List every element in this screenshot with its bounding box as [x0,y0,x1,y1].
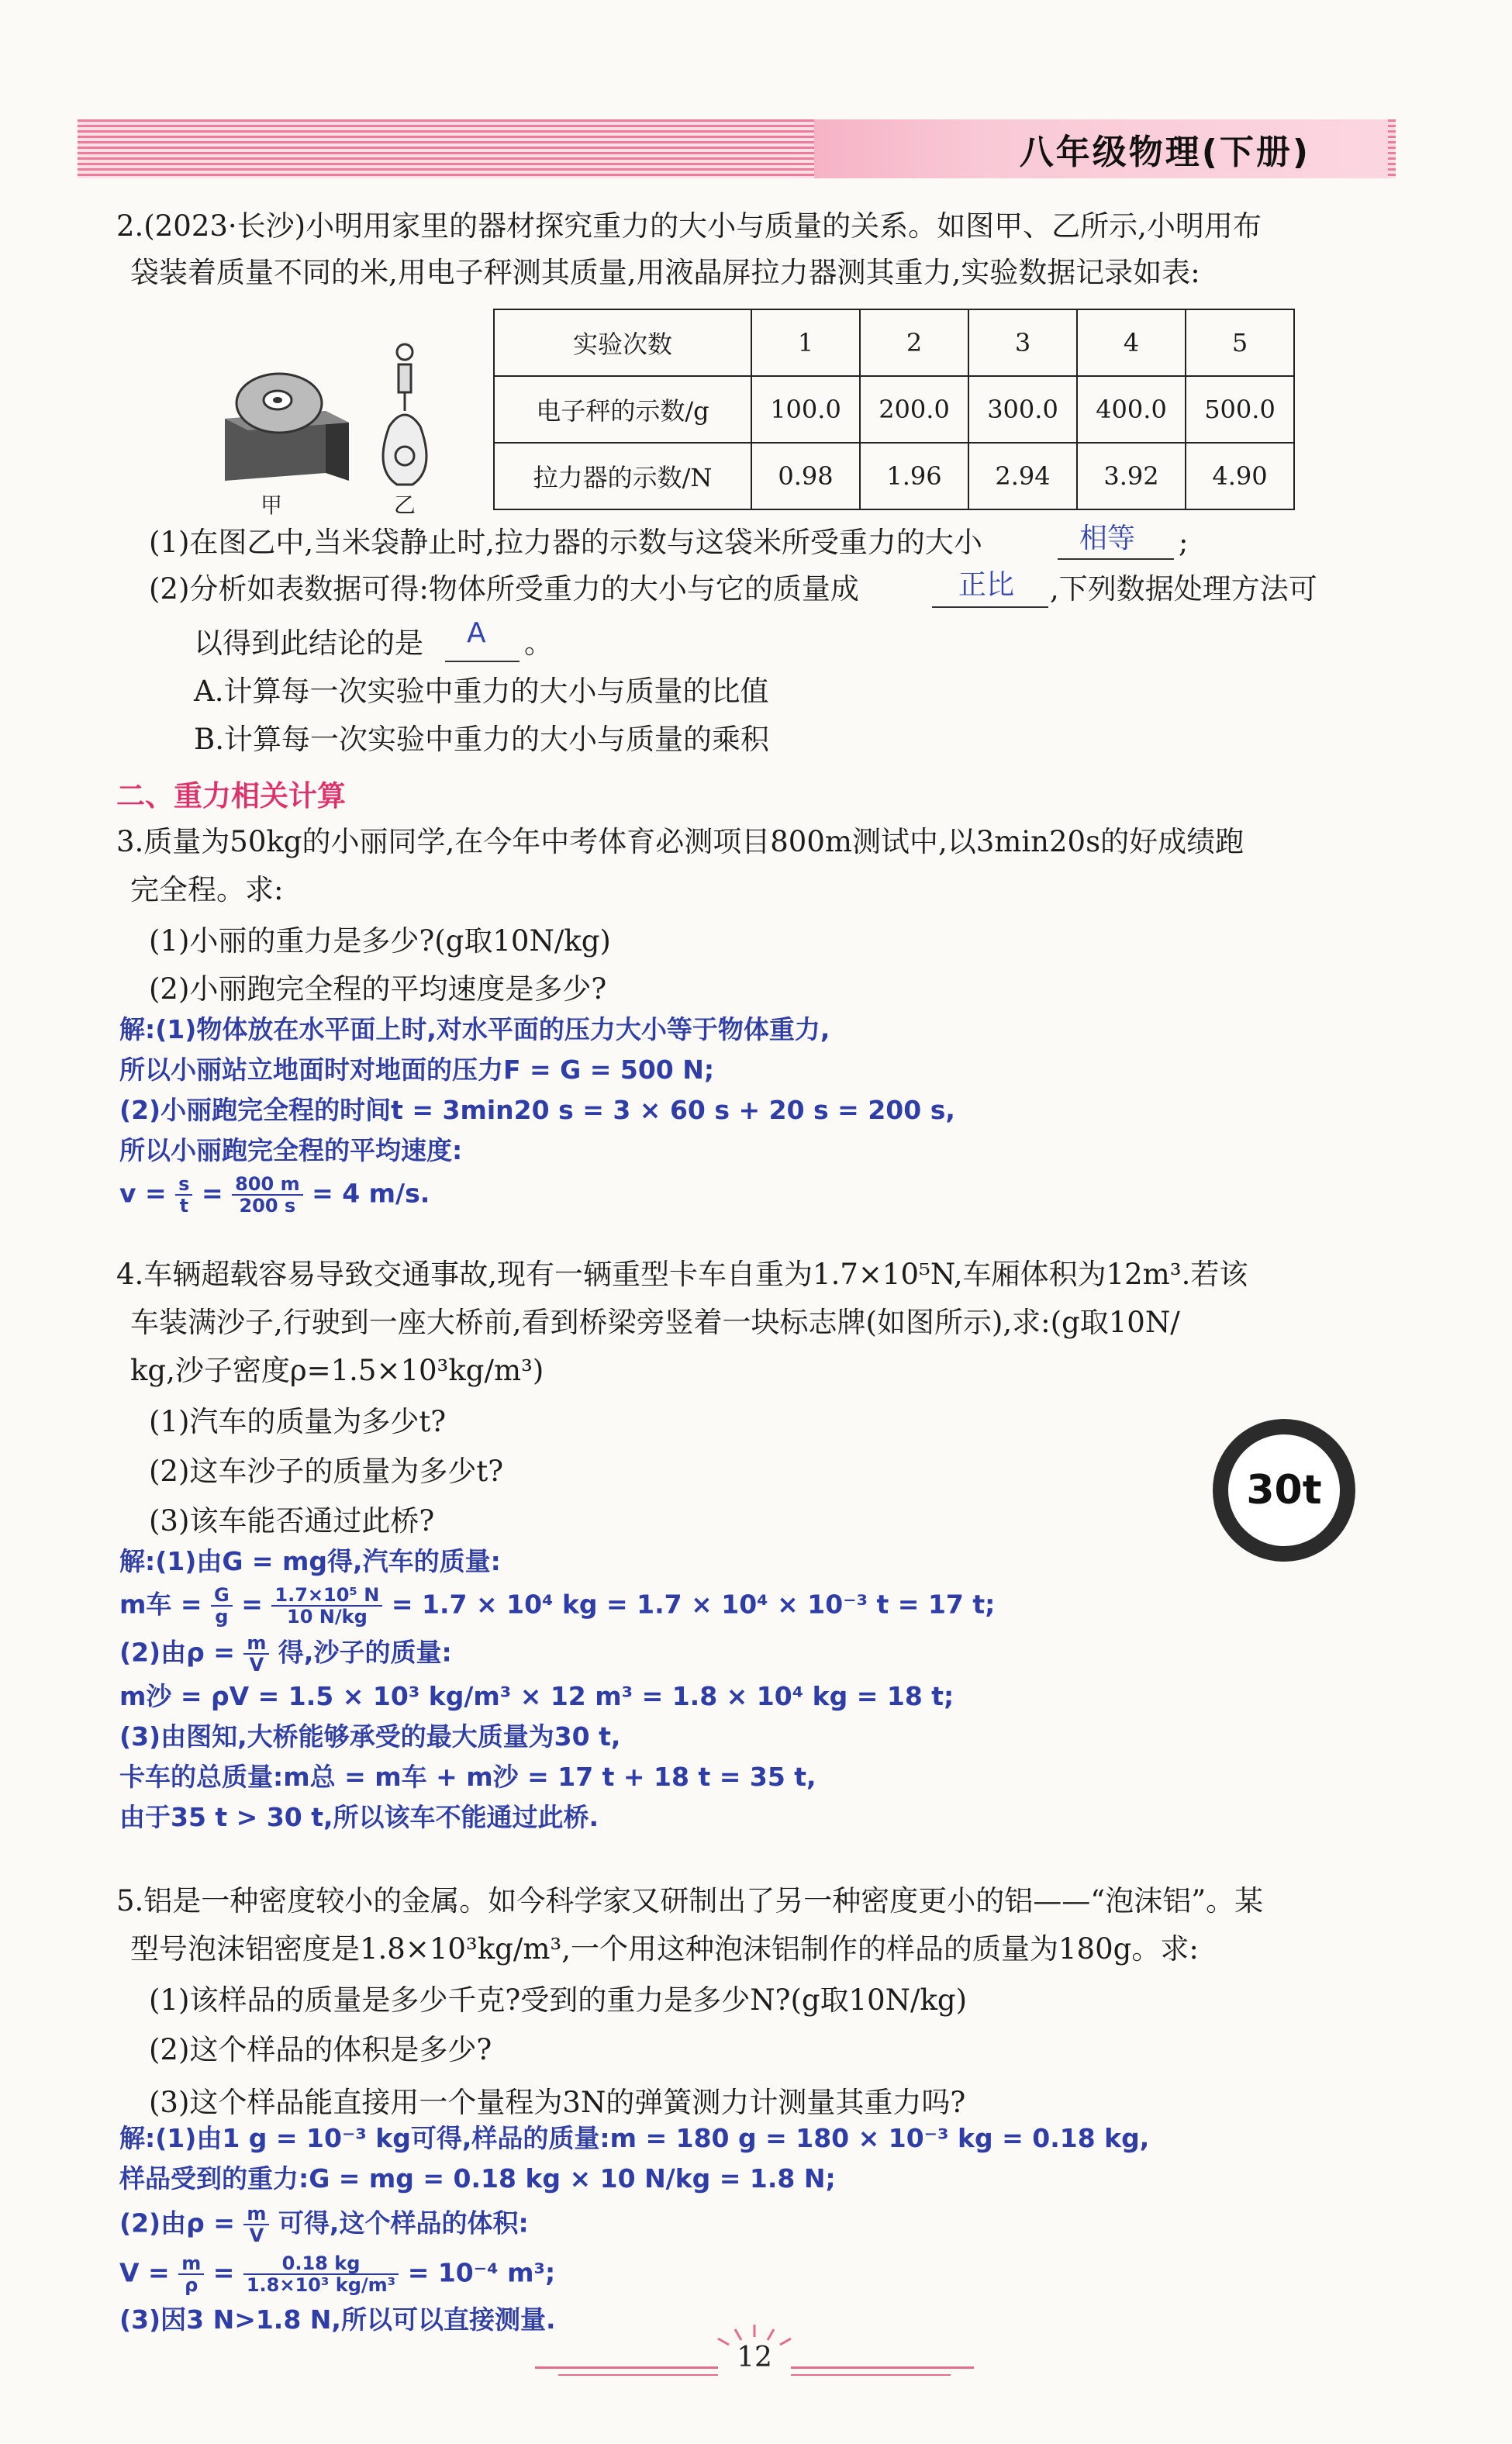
formula-text: = [241,1589,263,1620]
fraction [178,2253,204,2295]
formula-text: 可得,这个样品的体积: [278,2208,529,2239]
q2-sub1-end: ; [1179,526,1189,559]
footer-rule-left [535,2366,718,2369]
q2-sub2-c: 以得到此结论的是 [194,627,423,660]
table-cell: 500.0 [1186,376,1294,443]
fraction [271,1585,382,1627]
q3-sub2: (2)小丽跑完全程的平均速度是多少? [149,972,607,1006]
q5-line2: 型号泡沫铝密度是1.8×10³kg/m³,一个用这种泡沫铝制作的样品的质量为180g。求: [130,1932,1199,1966]
fraction [232,1174,302,1216]
q4-truck-mass-formula [119,1585,995,1627]
q5-volume-formula [119,2253,555,2295]
fraction-numerator: 800 m [232,1174,302,1196]
fraction-numerator: G [211,1585,233,1607]
formula-text: = 10⁻⁴ m³; [407,2257,556,2288]
q4-sub3: (3)该车能否通过此桥? [149,1504,435,1538]
q2-sub2-d: 。 [524,627,553,660]
electronic-scale-icon [225,374,349,481]
formula-text: 得,沙子的质量: [278,1637,452,1668]
fraction-denominator: 200 s [239,1195,296,1217]
table-cell: 3.92 [1077,443,1186,509]
weight-limit-sign-text: 30t [1228,1434,1340,1546]
q2-sub1-answer: 相等 [1079,523,1136,554]
table-row [494,443,1294,509]
q4-solution-line: m沙 = ρV = 1.5 × 10³ kg/m³ × 12 m³ = 1.8 × 10⁴ kg = 18 t; [119,1681,954,1711]
q5-solution-line: 解:(1)由1 g = 10⁻³ kg可得,样品的质量:m = 180 g = 180 × 10⁻³ kg = 0.18 kg, [119,2123,1150,2153]
pull-force-meter-icon [383,344,426,485]
q4-line3: kg,沙子密度ρ=1.5×10³kg/m³) [130,1354,544,1387]
fraction-numerator: m [243,2204,269,2225]
formula-text: = [212,2257,235,2288]
fraction-denominator: V [249,1654,264,1676]
footer-rule-right [791,2374,951,2376]
page-header-title: 八年级物理(下册) [814,119,1388,178]
q3-velocity-formula [119,1174,430,1216]
formula-text: = 1.7 × 10⁴ kg = 1.7 × 10⁴ × 10⁻³ t = 17 t; [391,1589,996,1620]
q2-sub2-answer: 正比 [958,569,1015,601]
table-cell: 300.0 [968,376,1077,443]
experiment-data-table [493,309,1295,510]
q3-solution-line: 所以小丽站立地面时对地面的压力F = G = 500 N; [119,1055,715,1085]
fraction [243,1633,269,1675]
q3-line2: 完全程。求: [130,873,284,906]
fraction-denominator: 10 N/kg [287,1606,368,1628]
q5-sub1: (1)该样品的质量是多少千克?受到的重力是多少N?(g取10N/kg) [149,1983,968,2017]
formula-text: = 4 m/s. [312,1178,430,1209]
fraction-numerator: m [178,2253,204,2275]
q4-solution-line: 解:(1)由G = mg得,汽车的质量: [119,1546,501,1576]
table-cell: 4.90 [1186,443,1294,509]
table-cell: 2 [860,309,968,376]
q2-line2: 袋装着质量不同的米,用电子秤测其质量,用液晶屏拉力器测其重力,实验数据记录如表: [130,256,1200,289]
fraction-numerator: s [175,1174,192,1196]
formula-text: (2)由ρ = [119,1637,235,1668]
section-title: 二、重力相关计算 [116,779,346,813]
table-cell: 3 [968,309,1077,376]
q4-line1: 4.车辆超载容易导致交通事故,现有一辆重型卡车自重为1.7×10⁵N,车厢体积为12m³.若该 [116,1258,1248,1291]
q5-solution-line: 样品受到的重力:G = mg = 0.18 kg × 10 N/kg = 1.8 N; [119,2163,836,2194]
q3-solution-line: 所以小丽跑完全程的平均速度: [119,1135,463,1165]
fraction-numerator: 0.18 kg [243,2253,399,2275]
formula-text: m车 = [119,1589,202,1620]
q3-sub1: (1)小丽的重力是多少?(g取10N/kg) [149,924,611,958]
q3-line1: 3.质量为50kg的小丽同学,在今年中考体育必测项目800m测试中,以3min20s的好成绩跑 [116,825,1244,858]
figure-label-b: 乙 [394,492,416,518]
footer-rule-left [558,2374,718,2376]
q3-solution-line: 解:(1)物体放在水平面上时,对水平面的压力大小等于物体重力, [119,1014,830,1044]
table-cell: 5 [1186,309,1294,376]
formula-text: (2)由ρ = [119,2208,235,2239]
q2-line1: 2.(2023·长沙)小明用家里的器材探究重力的大小与质量的关系。如图甲、乙所示,小明用布 [116,209,1262,243]
fraction-denominator: ρ [185,2274,198,2296]
fraction-denominator: g [215,1606,229,1628]
q2-sub2-b: ,下列数据处理方法可 [1050,572,1317,606]
table-cell: 4 [1077,309,1186,376]
answer-blank [445,661,520,662]
fraction [243,2253,399,2295]
formula-text: v = [119,1178,167,1209]
q2-sub2-answer2: A [467,617,486,649]
q5-sub3: (3)这个样品能直接用一个量程为3N的弹簧测力计测量其重力吗? [149,2086,966,2119]
figure-label-a: 甲 [261,492,283,518]
table-cell: 1.96 [860,443,968,509]
table-cell: 400.0 [1077,376,1186,443]
answer-blank [1058,558,1174,560]
q3-solution-line: (2)小丽跑完全程的时间t = 3min20 s = 3 × 60 s + 20 s = 200 s, [119,1095,955,1125]
q5-density-formula [119,2204,529,2246]
q2-option-b: B.计算每一次实验中重力的大小与质量的乘积 [194,723,769,756]
fraction [211,1585,233,1627]
q4-sub1: (1)汽车的质量为多少t? [149,1405,447,1438]
fraction-numerator: m [243,1633,269,1655]
table-cell: 拉力器的示数/N [494,443,751,509]
table-cell: 2.94 [968,443,1077,509]
fraction-denominator: V [249,2225,264,2246]
q4-solution-line: 卡车的总质量:m总 = m车 + m沙 = 17 t + 18 t = 35 t, [119,1762,816,1792]
q5-solution-line: (3)因3 N>1.8 N,所以可以直接测量. [119,2304,556,2335]
fraction [175,1174,192,1216]
table-cell: 100.0 [751,376,860,443]
q4-solution-line: (3)由图知,大桥能够承受的最大质量为30 t, [119,1721,621,1752]
q4-solution-line: 由于35 t > 30 t,所以该车不能通过此桥. [119,1802,599,1832]
page-number: 12 [737,2342,772,2373]
q2-sub2-a: (2)分析如表数据可得:物体所受重力的大小与它的质量成 [149,572,859,606]
footer-rule-right [791,2366,974,2369]
weight-limit-sign [1213,1419,1355,1562]
fraction-denominator: t [179,1195,189,1217]
formula-text: = [201,1178,223,1209]
table-row [494,376,1294,443]
answer-blank [932,606,1048,608]
q2-figure [209,326,465,520]
table-cell: 0.98 [751,443,860,509]
q5-sub2: (2)这个样品的体积是多少? [149,2033,492,2066]
q2-sub1: (1)在图乙中,当米袋静止时,拉力器的示数与这袋米所受重力的大小 [149,526,982,559]
table-cell: 1 [751,309,860,376]
table-cell: 电子秤的示数/g [494,376,751,443]
formula-text: V = [119,2257,170,2288]
q2-option-a: A.计算每一次实验中重力的大小与质量的比值 [194,675,769,708]
table-cell: 200.0 [860,376,968,443]
q4-sub2: (2)这车沙子的质量为多少t? [149,1455,504,1488]
table-row [494,309,1294,376]
q4-line2: 车装满沙子,行驶到一座大桥前,看到桥梁旁竖着一块标志牌(如图所示),求:(g取10N/ [130,1306,1180,1339]
q5-line1: 5.铝是一种密度较小的金属。如今科学家又研制出了另一种密度更小的铝——“泡沫铝”。某 [116,1884,1264,1918]
fraction [243,2204,269,2246]
table-cell: 实验次数 [494,309,751,376]
q4-density-formula [119,1633,452,1675]
fraction-denominator: 1.8×10³ kg/m³ [246,2274,396,2296]
fraction-numerator: 1.7×10⁵ N [271,1585,382,1607]
